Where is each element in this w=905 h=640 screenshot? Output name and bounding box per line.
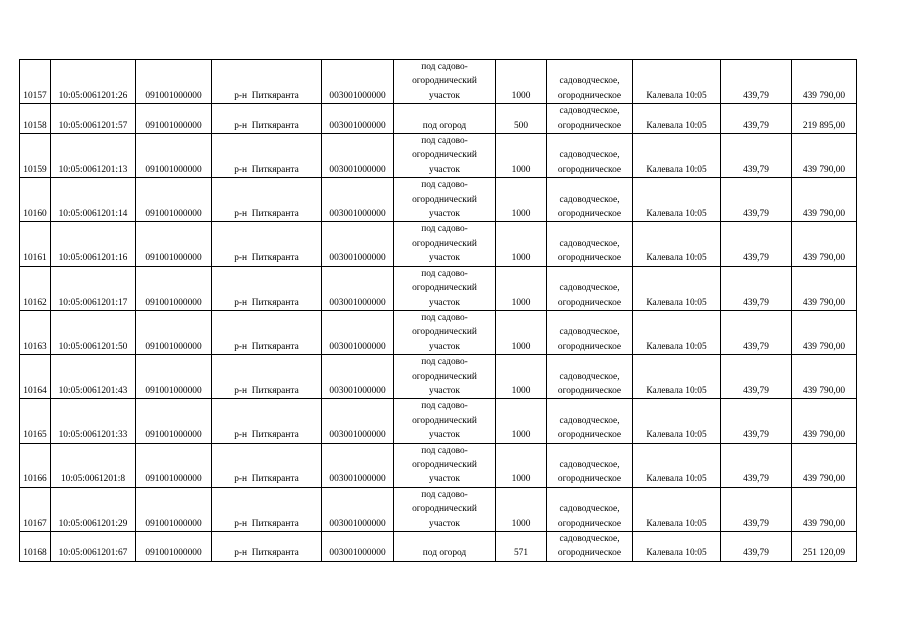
valuation-zone-cell: Калевала 10:05 bbox=[633, 266, 721, 310]
area-cell: 1000 bbox=[496, 222, 547, 266]
permitted-use-cell: под садово-огороднический участок bbox=[394, 134, 496, 178]
valuation-zone-cell: Калевала 10:05 bbox=[633, 355, 721, 399]
cadastral-value-cell: 439 790,00 bbox=[792, 310, 857, 354]
locality-code-cell: 003001000000 bbox=[322, 443, 394, 487]
cadastral-value-cell: 439 790,00 bbox=[792, 222, 857, 266]
valuation-zone-cell: Калевала 10:05 bbox=[633, 310, 721, 354]
permitted-use-cell: под садово-огороднический участок bbox=[394, 310, 496, 354]
cadastral-value-cell: 439 790,00 bbox=[792, 134, 857, 178]
district-cell: р-н Питкяранта bbox=[212, 399, 322, 443]
record-id-cell: 10163 bbox=[20, 310, 51, 354]
specific-value-cell: 439,79 bbox=[721, 487, 792, 531]
cadastral-number-cell: 10:05:0061201:16 bbox=[51, 222, 136, 266]
district-cell: р-н Питкяранта bbox=[212, 222, 322, 266]
land-use-category-cell: садоводческое, огородническое bbox=[547, 60, 633, 104]
land-use-category-cell: садоводческое, огородническое bbox=[547, 134, 633, 178]
locality-code-cell: 003001000000 bbox=[322, 532, 394, 562]
district-cell: р-н Питкяранта bbox=[212, 134, 322, 178]
district-cell: р-н Питкяранта bbox=[212, 310, 322, 354]
record-id-cell: 10157 bbox=[20, 60, 51, 104]
code-cell: 091001000000 bbox=[136, 532, 212, 562]
land-use-category-cell: садоводческое, огородническое bbox=[547, 178, 633, 222]
cadastral-value-cell: 439 790,00 bbox=[792, 487, 857, 531]
code-cell: 091001000000 bbox=[136, 134, 212, 178]
permitted-use-cell: под садово-огороднический участок bbox=[394, 60, 496, 104]
cadastral-value-cell: 219 895,00 bbox=[792, 104, 857, 134]
land-use-category-cell: садоводческое, огородническое bbox=[547, 443, 633, 487]
record-id-cell: 10167 bbox=[20, 487, 51, 531]
district-cell: р-н Питкяранта bbox=[212, 443, 322, 487]
locality-code-cell: 003001000000 bbox=[322, 222, 394, 266]
table-row bbox=[20, 310, 857, 354]
valuation-zone-cell: Калевала 10:05 bbox=[633, 399, 721, 443]
table-row bbox=[20, 355, 857, 399]
district-cell: р-н Питкяранта bbox=[212, 60, 322, 104]
cadastral-number-cell: 10:05:0061201:29 bbox=[51, 487, 136, 531]
cadastral-value-cell: 251 120,09 bbox=[792, 532, 857, 562]
record-id-cell: 10165 bbox=[20, 399, 51, 443]
locality-code-cell: 003001000000 bbox=[322, 399, 394, 443]
permitted-use-cell: под садово-огороднический участок bbox=[394, 178, 496, 222]
district-cell: р-н Питкяранта bbox=[212, 487, 322, 531]
cadastral-value-cell: 439 790,00 bbox=[792, 443, 857, 487]
locality-code-cell: 003001000000 bbox=[322, 60, 394, 104]
cadastral-value-cell: 439 790,00 bbox=[792, 266, 857, 310]
specific-value-cell: 439,79 bbox=[721, 178, 792, 222]
area-cell: 1000 bbox=[496, 487, 547, 531]
code-cell: 091001000000 bbox=[136, 104, 212, 134]
record-id-cell: 10168 bbox=[20, 532, 51, 562]
cadastral-number-cell: 10:05:0061201:14 bbox=[51, 178, 136, 222]
specific-value-cell: 439,79 bbox=[721, 355, 792, 399]
land-use-category-cell: садоводческое, огородническое bbox=[547, 355, 633, 399]
locality-code-cell: 003001000000 bbox=[322, 178, 394, 222]
code-cell: 091001000000 bbox=[136, 355, 212, 399]
district-cell: р-н Питкяранта bbox=[212, 266, 322, 310]
valuation-zone-cell: Калевала 10:05 bbox=[633, 532, 721, 562]
cadastral-number-cell: 10:05:0061201:57 bbox=[51, 104, 136, 134]
cadastral-number-cell: 10:05:0061201:43 bbox=[51, 355, 136, 399]
code-cell: 091001000000 bbox=[136, 443, 212, 487]
valuation-zone-cell: Калевала 10:05 bbox=[633, 487, 721, 531]
code-cell: 091001000000 bbox=[136, 60, 212, 104]
valuation-zone-cell: Калевала 10:05 bbox=[633, 60, 721, 104]
code-cell: 091001000000 bbox=[136, 178, 212, 222]
table-row bbox=[20, 60, 857, 104]
permitted-use-cell: под садово-огороднический участок bbox=[394, 266, 496, 310]
code-cell: 091001000000 bbox=[136, 310, 212, 354]
specific-value-cell: 439,79 bbox=[721, 443, 792, 487]
area-cell: 1000 bbox=[496, 443, 547, 487]
specific-value-cell: 439,79 bbox=[721, 399, 792, 443]
land-use-category-cell: садоводческое, огородническое bbox=[547, 487, 633, 531]
land-use-category-cell: садоводческое, огородническое bbox=[547, 532, 633, 562]
land-use-category-cell: садоводческое, огородническое bbox=[547, 104, 633, 134]
area-cell: 571 bbox=[496, 532, 547, 562]
area-cell: 500 bbox=[496, 104, 547, 134]
code-cell: 091001000000 bbox=[136, 399, 212, 443]
district-cell: р-н Питкяранта bbox=[212, 355, 322, 399]
table-row bbox=[20, 443, 857, 487]
cadastral-number-cell: 10:05:0061201:50 bbox=[51, 310, 136, 354]
table-row bbox=[20, 178, 857, 222]
code-cell: 091001000000 bbox=[136, 266, 212, 310]
cadastral-value-cell: 439 790,00 bbox=[792, 60, 857, 104]
land-valuation-table bbox=[19, 59, 857, 562]
district-cell: р-н Питкяранта bbox=[212, 104, 322, 134]
land-use-category-cell: садоводческое, огородническое bbox=[547, 222, 633, 266]
land-use-category-cell: садоводческое, огородническое bbox=[547, 310, 633, 354]
table-row bbox=[20, 487, 857, 531]
valuation-zone-cell: Калевала 10:05 bbox=[633, 443, 721, 487]
cadastral-number-cell: 10:05:0061201:8 bbox=[51, 443, 136, 487]
land-use-category-cell: садоводческое, огородническое bbox=[547, 266, 633, 310]
record-id-cell: 10161 bbox=[20, 222, 51, 266]
specific-value-cell: 439,79 bbox=[721, 532, 792, 562]
locality-code-cell: 003001000000 bbox=[322, 134, 394, 178]
code-cell: 091001000000 bbox=[136, 487, 212, 531]
record-id-cell: 10166 bbox=[20, 443, 51, 487]
area-cell: 1000 bbox=[496, 399, 547, 443]
table-row bbox=[20, 399, 857, 443]
permitted-use-cell: под садово-огороднический участок bbox=[394, 487, 496, 531]
specific-value-cell: 439,79 bbox=[721, 266, 792, 310]
table-row bbox=[20, 532, 857, 562]
locality-code-cell: 003001000000 bbox=[322, 310, 394, 354]
record-id-cell: 10159 bbox=[20, 134, 51, 178]
specific-value-cell: 439,79 bbox=[721, 310, 792, 354]
area-cell: 1000 bbox=[496, 178, 547, 222]
specific-value-cell: 439,79 bbox=[721, 222, 792, 266]
valuation-zone-cell: Калевала 10:05 bbox=[633, 178, 721, 222]
permitted-use-cell: под садово-огороднический участок bbox=[394, 443, 496, 487]
area-cell: 1000 bbox=[496, 60, 547, 104]
cadastral-number-cell: 10:05:0061201:33 bbox=[51, 399, 136, 443]
specific-value-cell: 439,79 bbox=[721, 104, 792, 134]
valuation-zone-cell: Калевала 10:05 bbox=[633, 222, 721, 266]
locality-code-cell: 003001000000 bbox=[322, 266, 394, 310]
valuation-zone-cell: Калевала 10:05 bbox=[633, 104, 721, 134]
specific-value-cell: 439,79 bbox=[721, 60, 792, 104]
table-row bbox=[20, 134, 857, 178]
locality-code-cell: 003001000000 bbox=[322, 487, 394, 531]
permitted-use-cell: под садово-огороднический участок bbox=[394, 222, 496, 266]
cadastral-number-cell: 10:05:0061201:17 bbox=[51, 266, 136, 310]
cadastral-number-cell: 10:05:0061201:26 bbox=[51, 60, 136, 104]
area-cell: 1000 bbox=[496, 355, 547, 399]
area-cell: 1000 bbox=[496, 134, 547, 178]
cadastral-number-cell: 10:05:0061201:13 bbox=[51, 134, 136, 178]
code-cell: 091001000000 bbox=[136, 222, 212, 266]
record-id-cell: 10160 bbox=[20, 178, 51, 222]
specific-value-cell: 439,79 bbox=[721, 134, 792, 178]
cadastral-value-cell: 439 790,00 bbox=[792, 355, 857, 399]
permitted-use-cell: под садово-огороднический участок bbox=[394, 355, 496, 399]
district-cell: р-н Питкяранта bbox=[212, 178, 322, 222]
record-id-cell: 10164 bbox=[20, 355, 51, 399]
table-row bbox=[20, 222, 857, 266]
permitted-use-cell: под огород bbox=[394, 104, 496, 134]
permitted-use-cell: под садово-огороднический участок bbox=[394, 399, 496, 443]
valuation-zone-cell: Калевала 10:05 bbox=[633, 134, 721, 178]
cadastral-value-cell: 439 790,00 bbox=[792, 178, 857, 222]
cadastral-value-cell: 439 790,00 bbox=[792, 399, 857, 443]
record-id-cell: 10162 bbox=[20, 266, 51, 310]
district-cell: р-н Питкяранта bbox=[212, 532, 322, 562]
record-id-cell: 10158 bbox=[20, 104, 51, 134]
cadastral-number-cell: 10:05:0061201:67 bbox=[51, 532, 136, 562]
area-cell: 1000 bbox=[496, 266, 547, 310]
area-cell: 1000 bbox=[496, 310, 547, 354]
land-use-category-cell: садоводческое, огородническое bbox=[547, 399, 633, 443]
table-row bbox=[20, 266, 857, 310]
permitted-use-cell: под огород bbox=[394, 532, 496, 562]
table-body bbox=[20, 60, 857, 562]
table-row bbox=[20, 104, 857, 134]
locality-code-cell: 003001000000 bbox=[322, 104, 394, 134]
locality-code-cell: 003001000000 bbox=[322, 355, 394, 399]
